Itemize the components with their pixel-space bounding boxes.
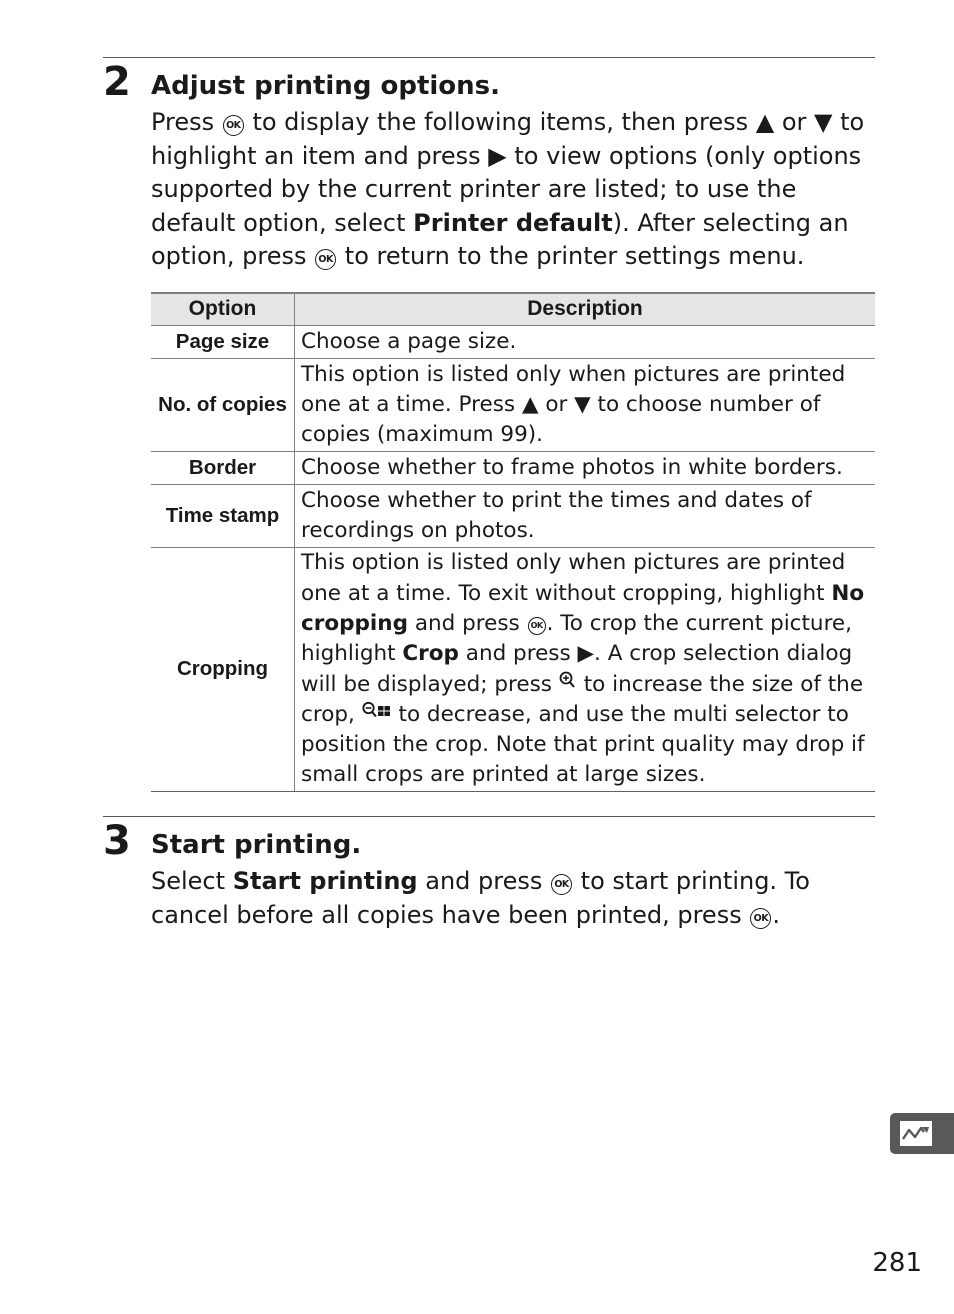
option-description: Choose whether to print the times and dates of recordings on photos. <box>295 485 876 548</box>
ok-button-icon: OK <box>528 617 546 635</box>
column-header: Description <box>295 293 876 326</box>
ok-button-icon: OK <box>223 115 244 136</box>
table-row <box>151 452 875 485</box>
step-number: 2 <box>103 59 131 105</box>
option-name: Time stamp <box>151 485 295 548</box>
step-instructions: Select Start printing and press OK to start printing. To cancel before all copies have been printed, press OK . <box>151 867 810 929</box>
step-title: Adjust printing options. <box>151 71 501 101</box>
start-printing-label: Start printing <box>232 867 418 895</box>
table-row <box>151 359 875 452</box>
page-number: 281 <box>872 1248 922 1278</box>
ok-button-icon: OK <box>551 874 572 895</box>
options-table <box>151 292 875 792</box>
option-name: Cropping <box>151 548 295 792</box>
zoom-in-icon <box>559 671 577 693</box>
step-title: Start printing. <box>151 830 362 860</box>
retouch-tab-icon <box>900 1121 932 1146</box>
option-description: This option is listed only when pictures are printed one at a time. To exit without cropping, highlight No cropping and press OK . To crop the current picture, highlight Crop and press ▶. A crop selection dialog will be displayed; press to increase the size of the crop, to decrease, and use the multi selector to position the crop. Note that print quality may drop if small crops are printed at large sizes. <box>295 548 876 792</box>
table-row <box>151 548 875 792</box>
step-instructions: Press OK to display the following items, then press ▲ or ▼ to highlight an item and press ▶ to view options (only options supported by the current printer are listed; to use the default option, select Printer default). After selecting an option, press OK to return to the printer settings menu. <box>151 108 865 271</box>
step-number: 3 <box>103 818 131 864</box>
option-name: Border <box>151 452 295 485</box>
option-name: No. of copies <box>151 359 295 452</box>
printer-default-label: Printer default <box>413 208 613 237</box>
table-row <box>151 485 875 548</box>
column-header: Option <box>151 293 295 326</box>
zoom-out-thumbnail-icon <box>362 701 392 723</box>
table-row <box>151 326 875 359</box>
ok-button-icon: OK <box>750 908 771 929</box>
option-description: Choose a page size. <box>295 326 876 359</box>
option-description: Choose whether to frame photos in white borders. <box>295 452 876 485</box>
option-description: This option is listed only when pictures are printed one at a time. Press ▲ or ▼ to choose number of copies (maximum 99). <box>295 359 876 452</box>
top-rule <box>103 57 875 58</box>
section-tab <box>890 1113 954 1154</box>
ok-button-icon: OK <box>315 249 336 270</box>
option-name: Page size <box>151 326 295 359</box>
table-header-row <box>151 293 875 326</box>
section-rule <box>103 816 875 817</box>
